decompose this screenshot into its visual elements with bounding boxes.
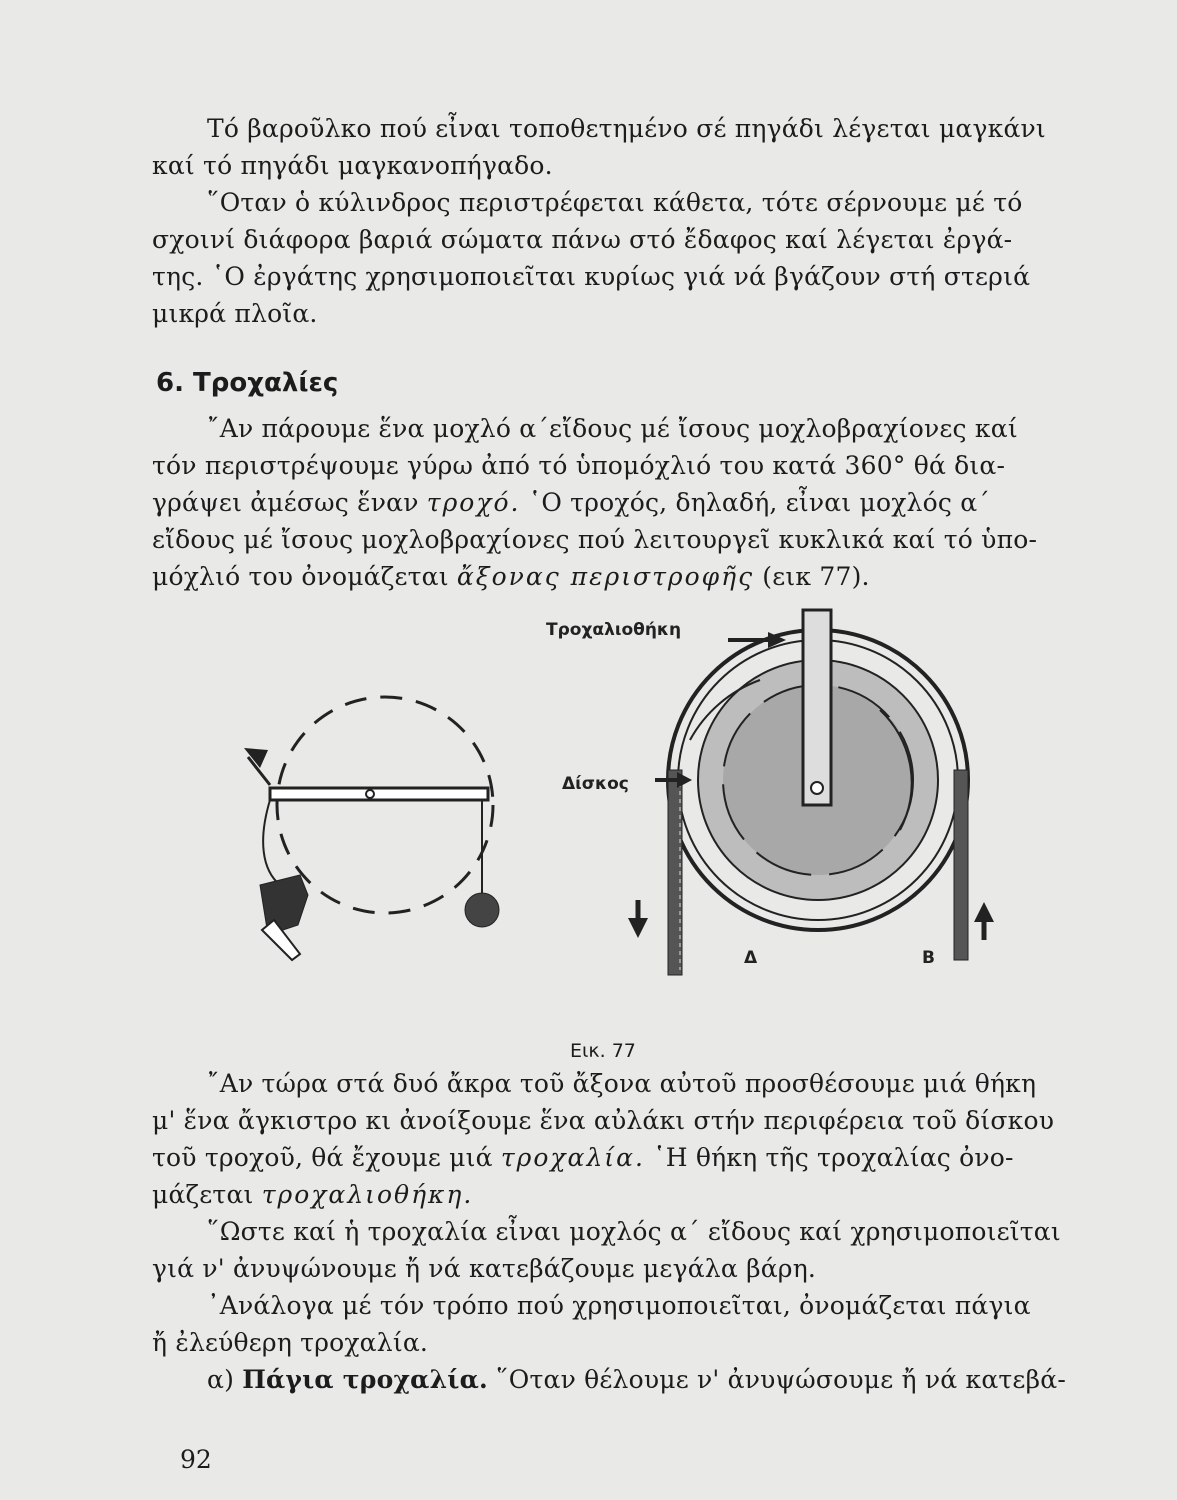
top-text <box>152 110 1046 332</box>
label-delta: Δ <box>744 948 758 968</box>
text-line: σχοινί διάφορα βαριά σώματα πάνω στό ἔδαφος καί λέγεται ἐργά- <box>152 225 1013 254</box>
section-heading: 6. Τροχαλίες <box>156 368 339 398</box>
spaced-term: ἄξονας περιστροφῆς <box>456 562 755 591</box>
bottom-text <box>152 1065 1066 1398</box>
text-line: γιά ν' ἀνυψώνουμε ἤ νά κατεβάζουμε μεγάλα βάρη. <box>152 1254 817 1283</box>
text-line: εἴδους μέ ἴσους μοχλοβραχίονες πού λειτουργεῖ κυκλικά καί τό ὑπο- <box>152 525 1038 554</box>
text-line: τόν περιστρέψουμε γύρω ἀπό τό ὑπομόχλιό του κατά 360° θά δια- <box>152 451 1006 480</box>
text-line: ἤ ἐλεύθερη τροχαλία. <box>152 1328 429 1357</box>
text-span: ῾Η θήκη τῆς τροχαλίας ὀνο- <box>644 1143 1014 1172</box>
text-line: ῞Ωστε καί ἡ τροχαλία εἶναι μοχλός α΄ εἴδους καί χρησιμοποιεῖται <box>207 1217 1061 1246</box>
text-line <box>152 484 1032 521</box>
text-line: καί τό πηγάδι μαγκανοπήγαδο. <box>152 151 553 180</box>
text-line: ῎Αν πάρουμε ἕνα μοχλό α΄εἴδους μέ ἴσους μοχλοβραχίονες καί <box>207 414 1018 443</box>
pulley-diagram <box>628 610 994 975</box>
text-line: Τό βαροῦλκο πού εἶναι τοποθετημένο σέ πηγάδι λέγεται μαγκάνι <box>207 114 1046 143</box>
label-pulley-case: Τροχαλιοθήκη <box>546 620 682 640</box>
page-number: 92 <box>180 1445 212 1474</box>
text-span: ῾Ο τροχός, δηλαδή, εἶναι μοχλός α΄ <box>520 488 990 517</box>
text-line <box>152 558 1032 595</box>
text-line <box>152 1176 1032 1213</box>
text-span: τοῦ τροχοῦ, θά ἔχουμε μιά <box>152 1143 501 1172</box>
text-span: (εικ 77). <box>754 562 870 591</box>
text-line: ῞Οταν ὁ κύλινδρος περιστρέφεται κάθετα, τότε σέρνουμε μέ τό <box>207 188 1023 217</box>
text-line: ῎Αν τώρα στά δυό ἄκρα τοῦ ἄξονα αὐτοῦ προσθέσουμε μιά θήκη <box>207 1069 1037 1098</box>
text-line: μ' ἕνα ἄγκιστρο κι ἀνοίξουμε ἕνα αὐλάκι στήν περιφέρεια τοῦ δίσκου <box>152 1106 1055 1135</box>
spaced-term: τροχαλιοθήκη. <box>261 1180 474 1209</box>
text-line: ᾿Ανάλογα μέ τόν τρόπο πού χρησιμοποιεῖται, ὀνομάζεται πάγια <box>207 1291 1031 1320</box>
text-span: γράψει ἀμέσως ἕναν <box>152 488 427 517</box>
text-line <box>152 1361 1066 1398</box>
pulley-illustration <box>240 600 1020 1020</box>
spaced-term: τροχό. <box>426 488 521 517</box>
label-disk: Δίσκος <box>562 774 629 794</box>
lever-wheel-diagram <box>244 697 499 960</box>
text-span: ῞Οταν θέλουμε ν' ἀνυψώσουμε ἤ νά κατεβά- <box>487 1365 1066 1394</box>
middle-text <box>152 410 1038 595</box>
text-line <box>152 1139 1032 1176</box>
text-span: μάζεται <box>152 1180 262 1209</box>
text-span: μόχλιό του ὀνομάζεται <box>152 562 457 591</box>
spaced-term: τροχαλία. <box>500 1143 645 1172</box>
figure-77 <box>240 600 1020 1020</box>
bold-term: Πάγια τροχαλία. <box>242 1365 488 1394</box>
text-line: της. ῾Ο ἐργάτης χρησιμοποιεῖται κυρίως γιά νά βγάζουν στή στεριά <box>152 262 1031 291</box>
text-span: α) <box>207 1365 243 1394</box>
figure-caption: Εικ. 77 <box>570 1040 636 1062</box>
label-beta: Β <box>922 948 935 968</box>
text-line: μικρά πλοῖα. <box>152 299 318 328</box>
